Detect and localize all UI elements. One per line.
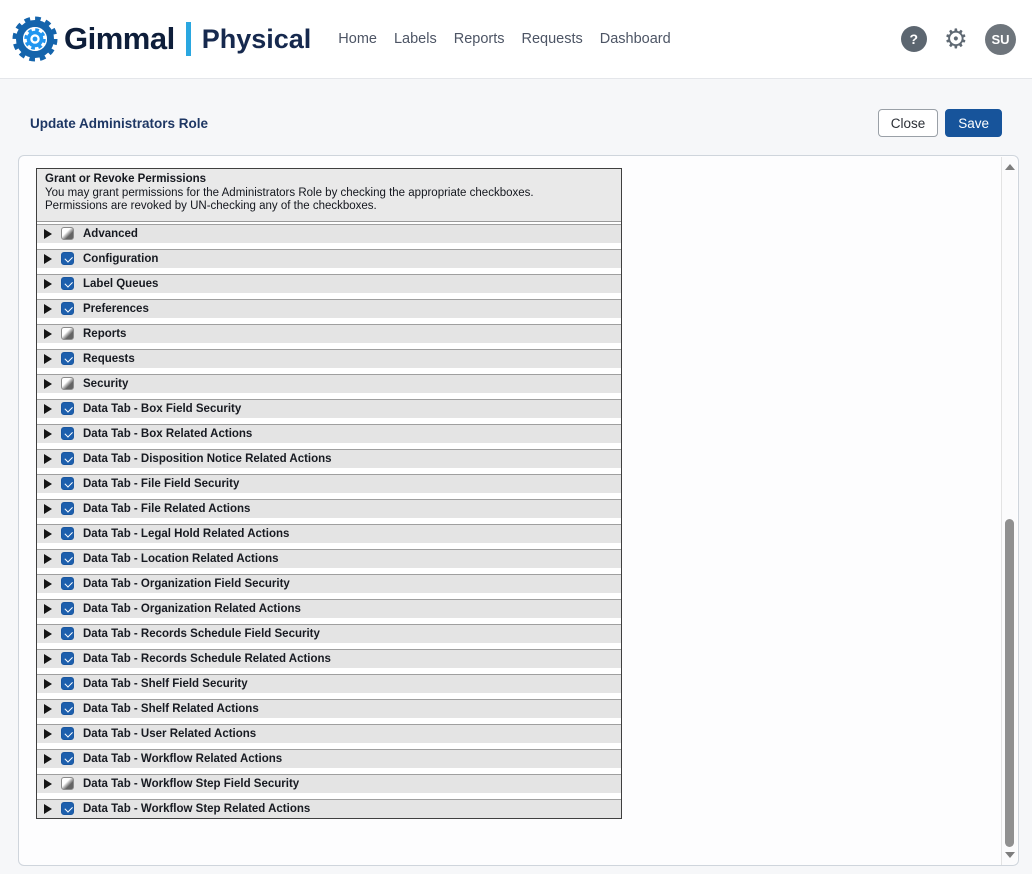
toolbar-buttons [878, 109, 1002, 137]
permission-label: Data Tab - Workflow Related Actions [83, 752, 283, 765]
expand-arrow-icon[interactable] [44, 404, 52, 414]
permission-label: Advanced [83, 227, 138, 240]
expand-arrow-icon[interactable] [44, 804, 52, 814]
permission-checkbox-indeterminate[interactable] [61, 327, 74, 340]
permission-row [37, 649, 621, 668]
expand-arrow-icon[interactable] [44, 379, 52, 389]
main-nav [338, 31, 670, 47]
expand-arrow-icon[interactable] [44, 529, 52, 539]
permission-label: Data Tab - Organization Field Security [83, 577, 290, 590]
expand-arrow-icon[interactable] [44, 554, 52, 564]
expand-arrow-icon[interactable] [44, 479, 52, 489]
permission-label: Data Tab - Legal Hold Related Actions [83, 527, 290, 540]
vertical-scrollbar[interactable] [1001, 157, 1017, 865]
expand-arrow-icon[interactable] [44, 454, 52, 464]
expand-arrow-icon[interactable] [44, 279, 52, 289]
content-panel [18, 155, 1019, 866]
permission-label: Data Tab - Shelf Field Security [83, 677, 248, 690]
permission-checkbox-checked[interactable] [61, 502, 74, 515]
permission-row [37, 399, 621, 418]
permission-checkbox-checked[interactable] [61, 302, 74, 315]
permissions-header-line2: Permissions are revoked by UN-checking any of the checkboxes. [45, 200, 377, 212]
permission-row [37, 774, 621, 793]
permission-row [37, 424, 621, 443]
expand-arrow-icon[interactable] [44, 254, 52, 264]
permission-label: Data Tab - User Related Actions [83, 727, 257, 740]
permission-checkbox-indeterminate[interactable] [61, 227, 74, 240]
permission-label: Data Tab - Box Field Security [83, 402, 242, 415]
permission-row [37, 474, 621, 493]
permission-row [37, 674, 621, 693]
permission-label: Label Queues [83, 277, 159, 290]
permission-label: Data Tab - Workflow Step Related Actions [83, 802, 311, 815]
main-content [0, 79, 1032, 815]
permission-label: Data Tab - Records Schedule Related Actions [83, 652, 331, 665]
nav-link-dashboard[interactable]: Dashboard [599, 31, 671, 47]
permissions-rows [37, 222, 621, 818]
permission-row [37, 624, 621, 643]
permission-checkbox-checked[interactable] [61, 802, 74, 815]
scroll-up-icon[interactable] [1005, 164, 1015, 170]
permission-checkbox-indeterminate[interactable] [61, 777, 74, 790]
permission-row [37, 749, 621, 768]
permission-label: Reports [83, 327, 127, 340]
permission-row [37, 524, 621, 543]
permission-checkbox-checked[interactable] [61, 252, 74, 265]
permission-label: Data Tab - File Field Security [83, 477, 240, 490]
permission-row [37, 224, 621, 243]
permissions-header-line1: You may grant permissions for the Administrators Role by checking the appropriate checkboxes. [45, 186, 534, 199]
nav-link-home[interactable]: Home [338, 31, 377, 47]
nav-link-labels[interactable]: Labels [393, 31, 437, 47]
expand-arrow-icon[interactable] [44, 704, 52, 714]
expand-arrow-icon[interactable] [44, 729, 52, 739]
permission-checkbox-checked[interactable] [61, 277, 74, 290]
permission-row [37, 799, 621, 818]
gimmal-gear-icon [12, 16, 58, 62]
permission-label: Data Tab - Shelf Related Actions [83, 702, 259, 715]
expand-arrow-icon[interactable] [44, 504, 52, 514]
permission-checkbox-checked[interactable] [61, 727, 74, 740]
expand-arrow-icon[interactable] [44, 679, 52, 689]
permissions-table [36, 168, 622, 819]
permission-checkbox-checked[interactable] [61, 477, 74, 490]
permission-row [37, 449, 621, 468]
permission-checkbox-checked[interactable] [61, 702, 74, 715]
nav-link-requests[interactable]: Requests [521, 31, 583, 47]
permission-row [37, 374, 621, 393]
permission-checkbox-checked[interactable] [61, 752, 74, 765]
user-avatar[interactable]: SU [985, 24, 1016, 55]
permission-label: Configuration [83, 252, 159, 265]
permission-checkbox-checked[interactable] [61, 352, 74, 365]
expand-arrow-icon[interactable] [44, 754, 52, 764]
permission-label: Data Tab - Disposition Notice Related Actions [83, 452, 332, 465]
permission-row [37, 724, 621, 743]
permission-row [37, 324, 621, 343]
expand-arrow-icon[interactable] [44, 354, 52, 364]
page-title: Update Administrators Role [30, 115, 209, 131]
permission-row [37, 699, 621, 718]
permissions-header-title: Grant or Revoke Permissions [45, 173, 207, 185]
header-right [901, 24, 1016, 55]
permission-row [37, 349, 621, 368]
permission-checkbox-checked[interactable] [61, 577, 74, 590]
product-name: Physical [201, 23, 312, 54]
permission-checkbox-indeterminate[interactable] [61, 377, 74, 390]
permission-label: Data Tab - Organization Related Actions [83, 602, 301, 615]
nav-link-reports[interactable]: Reports [453, 31, 505, 47]
brand-divider [186, 22, 191, 56]
expand-arrow-icon[interactable] [44, 429, 52, 439]
permission-label: Preferences [83, 302, 149, 315]
permission-checkbox-checked[interactable] [61, 552, 74, 565]
help-icon[interactable]: ? [901, 26, 927, 52]
permission-label: Data Tab - Box Related Actions [83, 427, 253, 440]
permission-checkbox-checked[interactable] [61, 627, 74, 640]
permission-checkbox-checked[interactable] [61, 652, 74, 665]
permission-row [37, 549, 621, 568]
permission-label: Data Tab - File Related Actions [83, 502, 251, 515]
permission-row [37, 574, 621, 593]
brand-name: Gimmal [64, 21, 175, 56]
expand-arrow-icon[interactable] [44, 604, 52, 614]
permission-row [37, 499, 621, 518]
close-button[interactable]: Close [878, 109, 939, 137]
permission-label: Data Tab - Records Schedule Field Security [83, 627, 320, 640]
permission-row [37, 274, 621, 293]
settings-gear-icon[interactable]: ⚙ [943, 23, 968, 54]
app-header [0, 0, 1032, 79]
permission-label: Security [83, 377, 129, 390]
permission-label: Requests [83, 352, 135, 365]
permission-checkbox-checked[interactable] [61, 602, 74, 615]
permission-checkbox-checked[interactable] [61, 452, 74, 465]
permission-checkbox-checked[interactable] [61, 677, 74, 690]
permission-row [37, 249, 621, 268]
gimmal-logo[interactable] [12, 16, 311, 62]
expand-arrow-icon[interactable] [44, 629, 52, 639]
permission-label: Data Tab - Workflow Step Field Security [83, 777, 300, 790]
page-toolbar [0, 79, 1032, 137]
permissions-header [37, 169, 621, 222]
scrollbar-thumb[interactable] [1005, 519, 1014, 847]
save-button[interactable]: Save [945, 109, 1002, 137]
permission-row [37, 299, 621, 318]
expand-arrow-icon[interactable] [44, 229, 52, 239]
permission-checkbox-checked[interactable] [61, 402, 74, 415]
permission-checkbox-checked[interactable] [61, 427, 74, 440]
expand-arrow-icon[interactable] [44, 304, 52, 314]
permission-checkbox-checked[interactable] [61, 527, 74, 540]
permission-label: Data Tab - Location Related Actions [83, 552, 279, 565]
permission-row [37, 599, 621, 618]
expand-arrow-icon[interactable] [44, 654, 52, 664]
scroll-down-icon[interactable] [1005, 852, 1015, 858]
expand-arrow-icon[interactable] [44, 579, 52, 589]
expand-arrow-icon[interactable] [44, 329, 52, 339]
expand-arrow-icon[interactable] [44, 779, 52, 789]
